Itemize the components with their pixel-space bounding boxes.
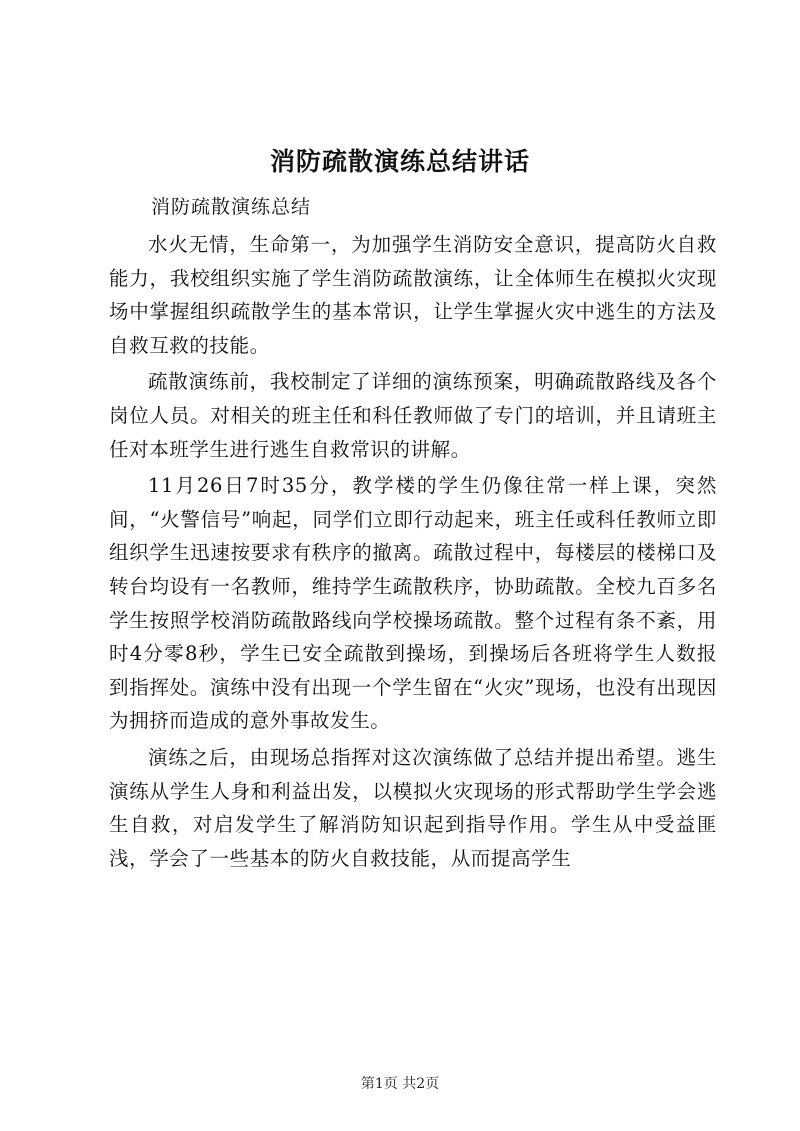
document-subtitle: 消防疏散演练总结 [151,196,312,218]
paragraph-preparation: 疏散演练前，我校制定了详细的演练预案，明确疏散路线及各个岗位人员。对相关的班主任和科任教师做了专门的培训，并且请班主任对本班学生进行逃生自救常识的讲解。 [109,370,717,461]
document-title: 消防疏散演练总结讲话 [269,147,530,176]
page-number-footer: 第1页 共2页 [360,1076,440,1092]
paragraph-drill-process: 11月26日7时35分，教学楼的学生仍像往常一样上课，突然间，“火警信号”响起，同学们立即行动起来，班主任或科任教师立即组织学生迅速按要求有秩序的撤离。疏散过程中，每楼层的楼梯口及转台均设有一名教师，维持学生疏散秩序，协助疏散。全校九百多名学生按照学校消防疏散路线向学校操场疏散。整个过程有条不紊，用时4分零8秒，学生已安全疏散到操场，到操场后各班将学生人数报到指挥处。演练中没有出现一个学生留在“火灾”现场，也没有出现因为拥挤而造成的意外事故发生。 [109,474,717,733]
paragraph-intro: 水火无情，生命第一，为加强学生消防安全意识，提高防火自救能力，我校组织实施了学生消防疏散演练，让全体师生在模拟火灾现场中掌握组织疏散学生的基本常识，让学生掌握火灾中逃生的方法及自救互救的技能。 [109,233,717,357]
document-body [109,228,717,878]
paragraph-summary: 演练之后，由现场总指挥对这次演练做了总结并提出希望。逃生演练从学生人身和利益出发，以模拟火灾现场的形式帮助学生学会逃生自救，对启发学生了解消防知识起到指导作用。学生从中受益匪浅，学会了一些基本的防火自救技能，从而提高学生 [109,745,717,870]
